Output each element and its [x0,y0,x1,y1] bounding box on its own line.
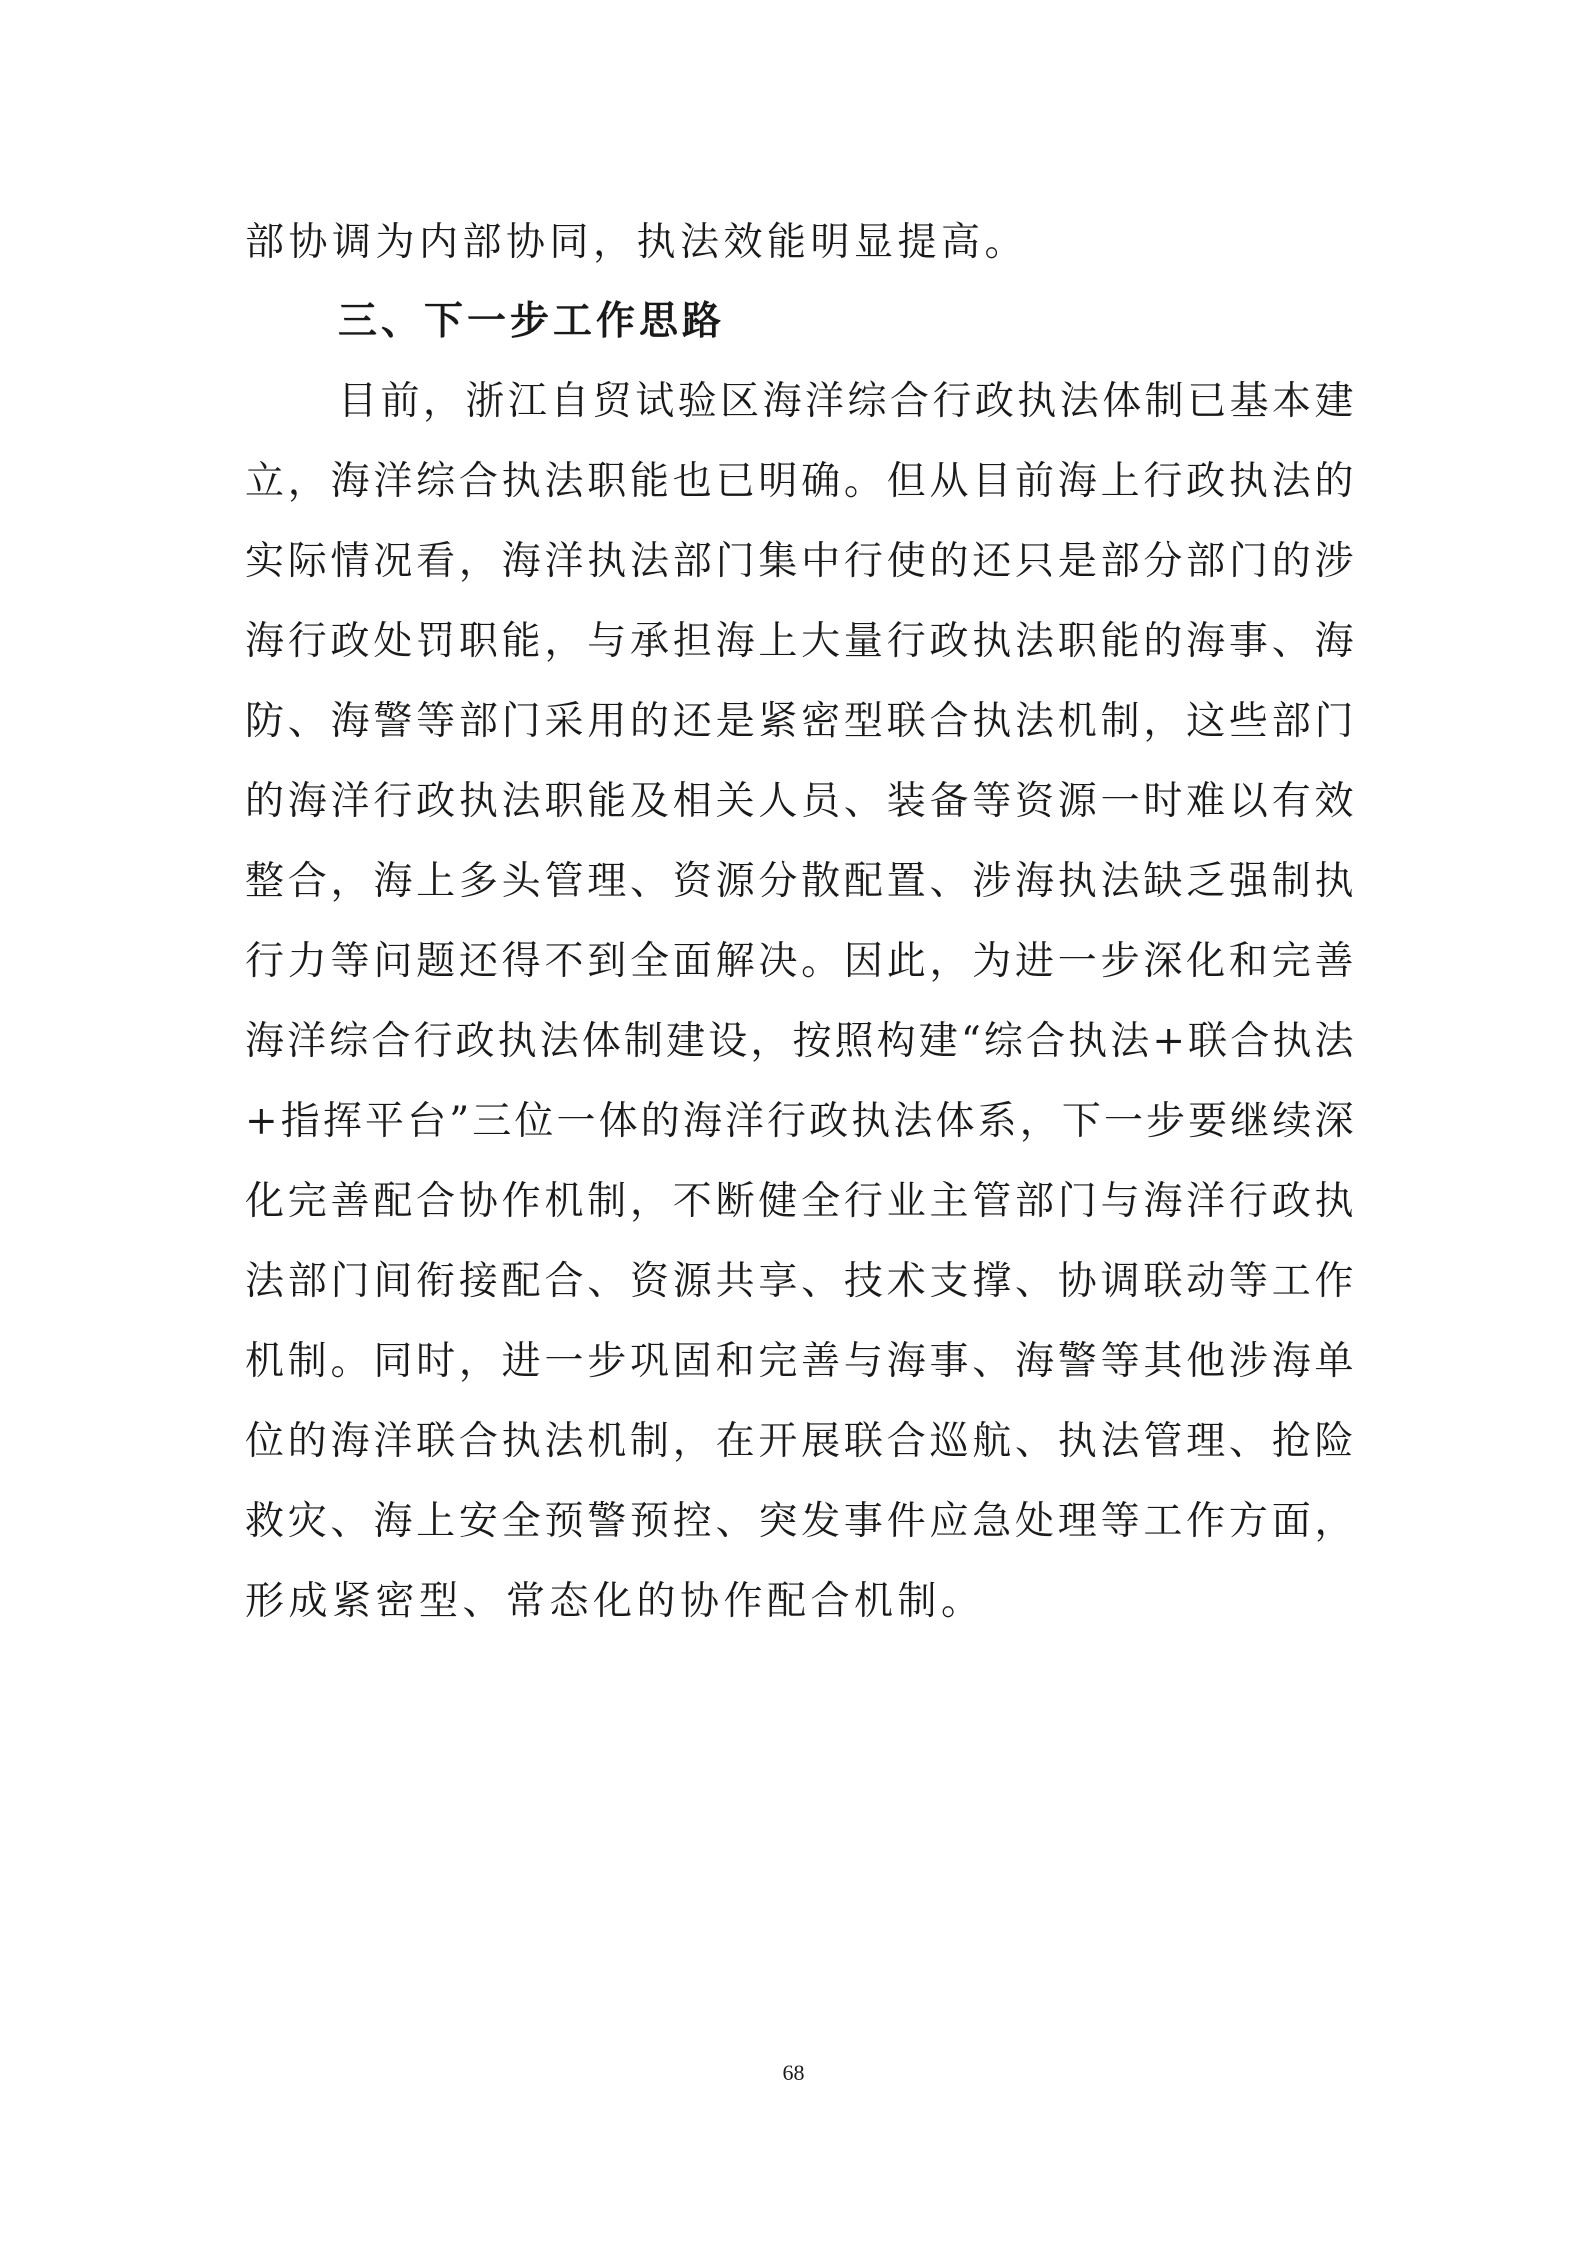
paragraph-line: +指挥平台”三位一体的海洋行政执法体系，下一步要继续深 [245,1099,1355,1144]
paragraph-line: 机制。同时，进一步巩固和完善与海事、海警等其他涉海单 [245,1339,1355,1384]
carryover-paragraph-line: 部协调为内部协同，执法效能明显提高。 [245,220,1029,265]
paragraph-line: 整合，海上多头管理、资源分散配置、涉海执法缺乏强制执 [245,859,1355,904]
page-number: 68 [782,2060,805,2085]
paragraph-line: 立，海洋综合执法职能也已明确。但从目前海上行政执法的 [245,459,1355,504]
paragraph-line: 目前，浙江自贸试验区海洋综合行政执法体制已基本建 [338,379,1355,424]
paragraph-line: 实际情况看，海洋执法部门集中行使的还只是部分部门的涉 [245,539,1355,584]
paragraph-line: 法部门间衔接配合、资源共享、技术支撑、协调联动等工作 [245,1259,1355,1304]
paragraph-line: 海洋综合行政执法体制建设，按照构建“综合执法+联合执法 [245,1019,1355,1064]
section-heading: 三、下一步工作思路 [338,299,726,344]
paragraph-line: 防、海警等部门采用的还是紧密型联合执法机制，这些部门 [245,699,1355,744]
paragraph-line: 形成紧密型、常态化的协作配合机制。 [245,1579,985,1624]
paragraph-line: 救灾、海上安全预警预控、突发事件应急处理等工作方面， [245,1499,1355,1544]
paragraph-line: 化完善配合协作机制，不断健全行业主管部门与海洋行政执 [245,1179,1355,1224]
paragraph-line: 位的海洋联合执法机制，在开展联合巡航、执法管理、抢险 [245,1419,1355,1464]
paragraph-line: 行力等问题还得不到全面解决。因此，为进一步深化和完善 [245,939,1355,984]
paragraph-line: 的海洋行政执法职能及相关人员、装备等资源一时难以有效 [245,779,1355,824]
paragraph-line: 海行政处罚职能，与承担海上大量行政执法职能的海事、海 [245,619,1355,664]
